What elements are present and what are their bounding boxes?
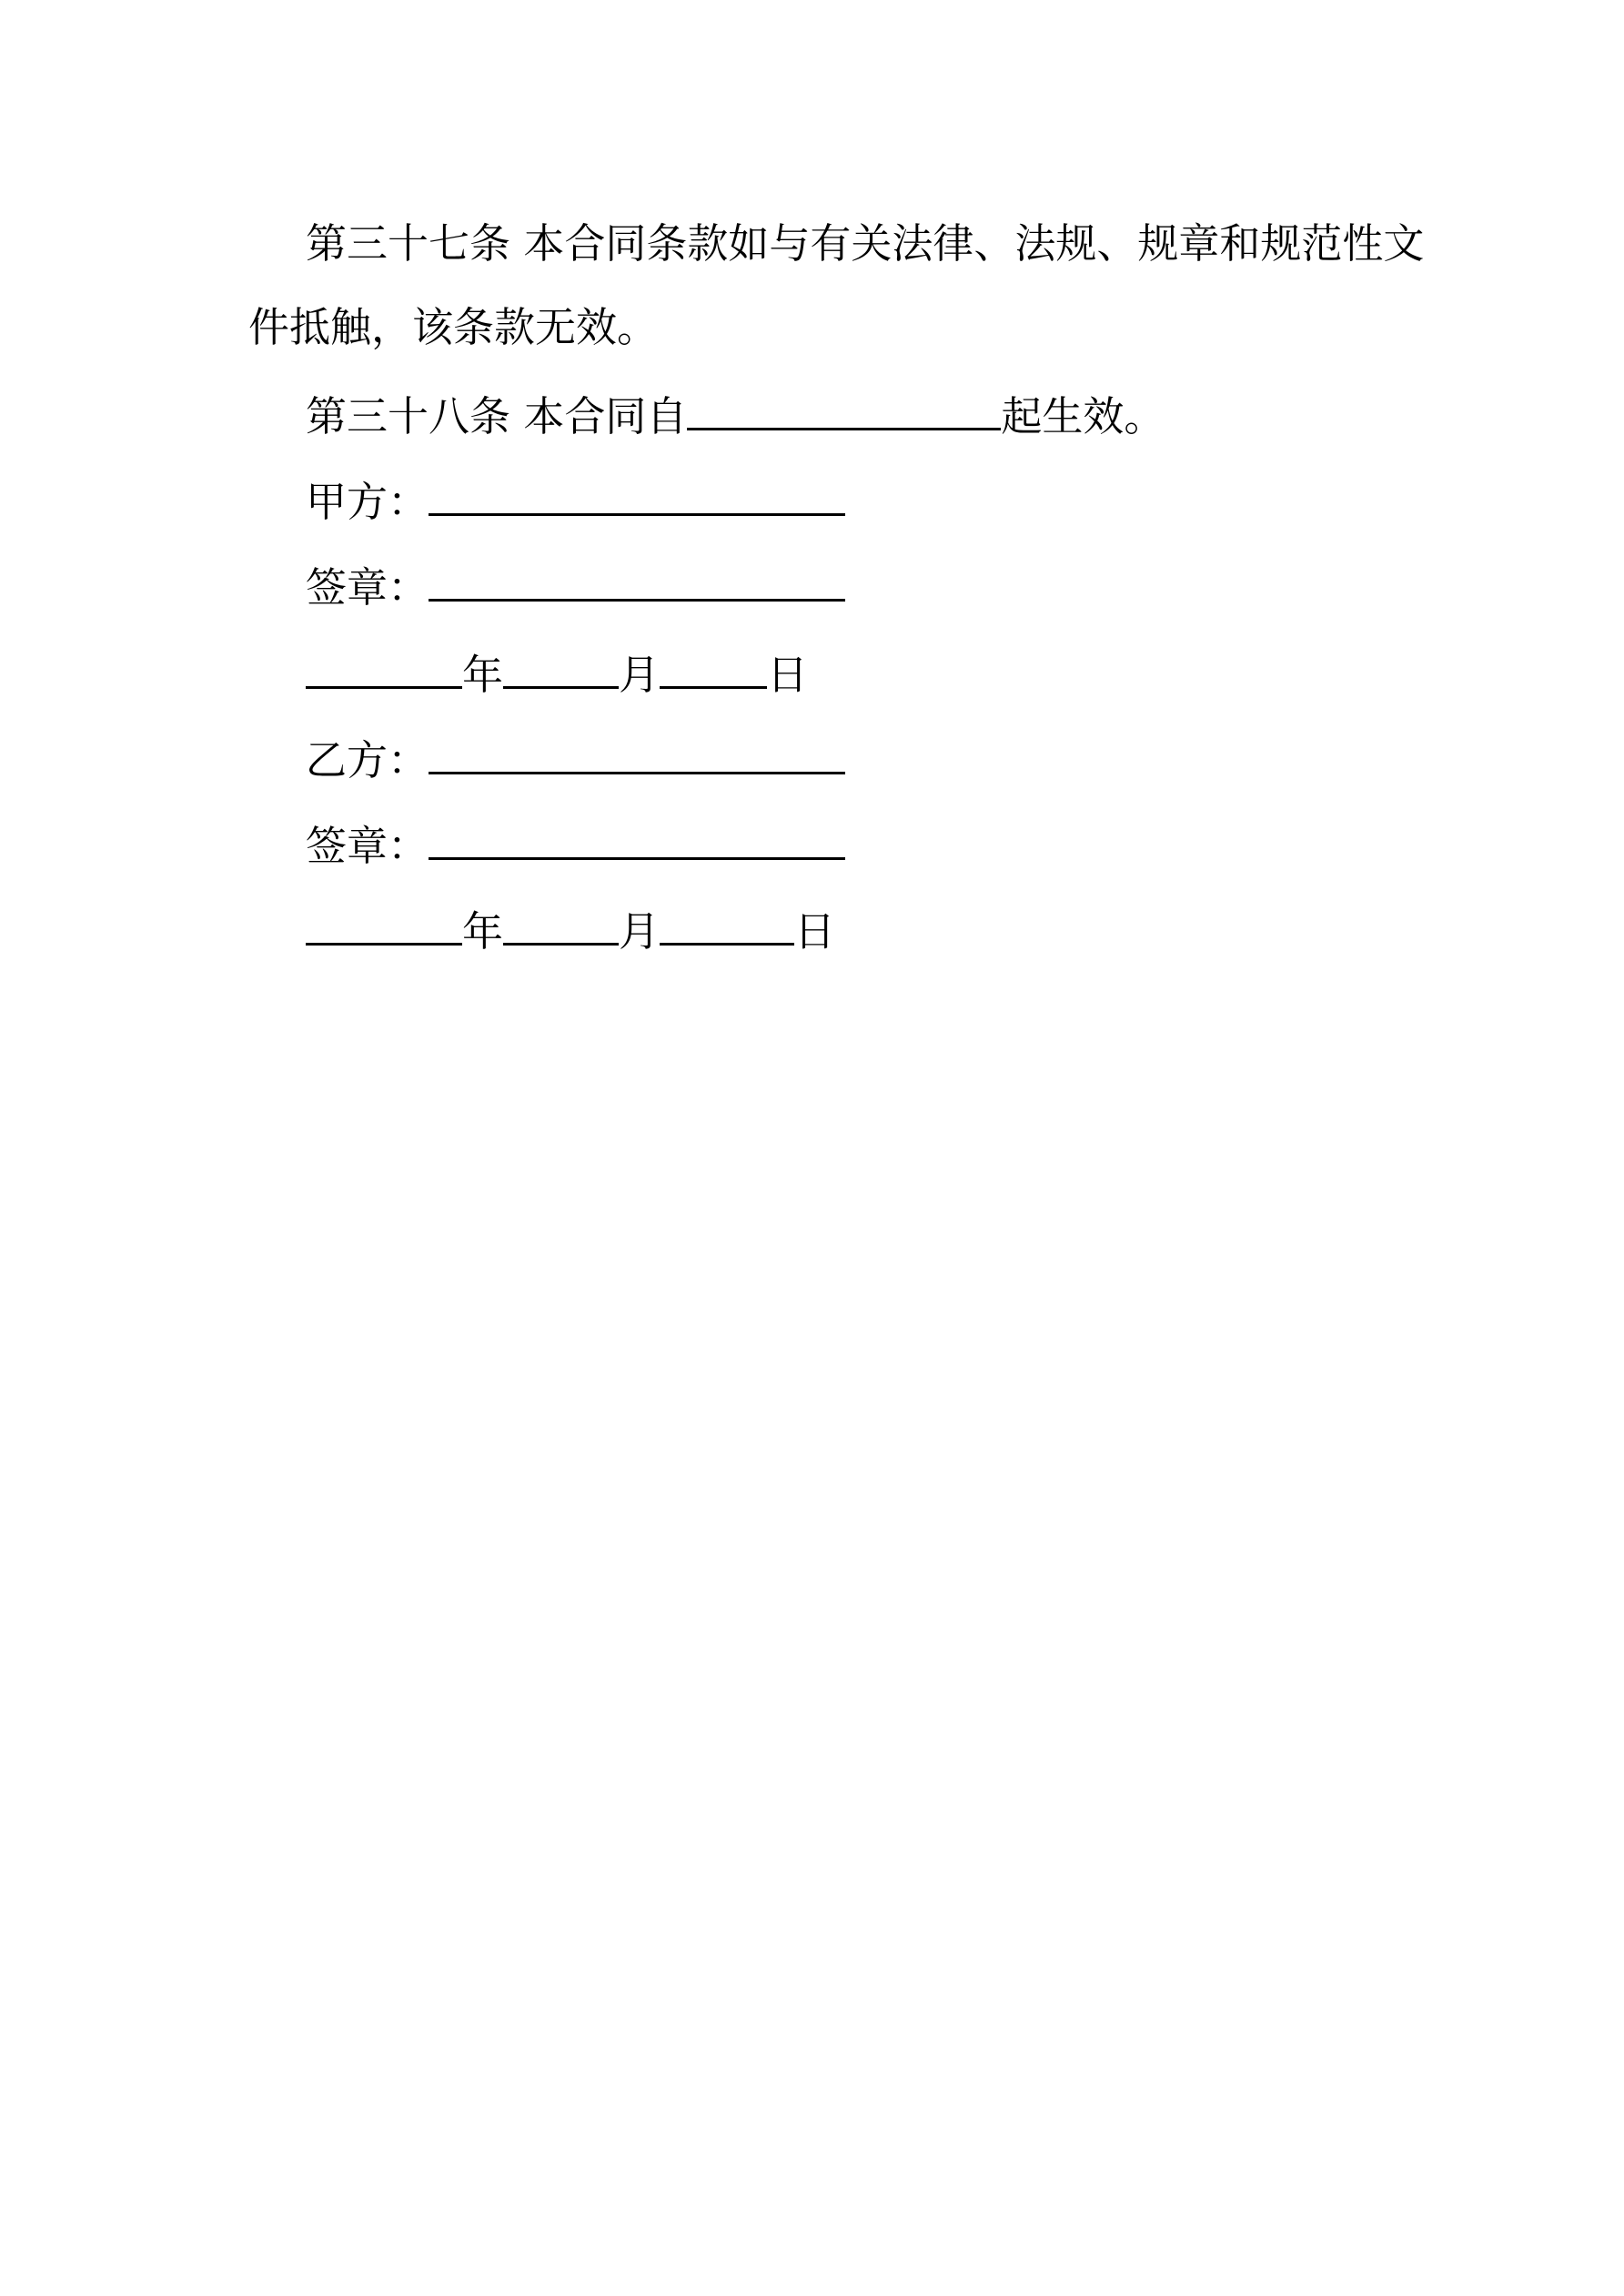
party-b-day-blank[interactable] (660, 901, 794, 946)
year-label: 年 (462, 907, 504, 956)
party-b-seal-blank[interactable] (429, 815, 845, 860)
article-38-text-before: 本合同自 (523, 392, 688, 440)
party-a-seal-blank[interactable] (429, 557, 845, 602)
effective-date-blank[interactable] (687, 386, 1001, 430)
day-label: 日 (767, 651, 809, 699)
year-label: 年 (462, 651, 504, 699)
party-b-month-blank[interactable] (503, 901, 619, 946)
article-37-line-1 (306, 217, 1424, 271)
party-a-seal-line (306, 557, 845, 612)
article-37-line-2 (248, 300, 658, 355)
party-b-date-line (306, 901, 835, 956)
party-a-day-blank[interactable] (660, 644, 767, 689)
party-b-year-blank[interactable] (306, 901, 462, 946)
party-a-label: 甲方： (306, 478, 429, 526)
article-38-text-after: 起生效。 (1001, 392, 1165, 440)
party-a-blank[interactable] (429, 471, 845, 516)
party-b-blank[interactable] (429, 730, 845, 774)
party-b-seal-label: 签章： (306, 822, 429, 870)
article-38 (306, 386, 1165, 440)
month-label: 月 (619, 651, 661, 699)
party-a-date-line (306, 644, 808, 699)
article-38-label: 第三十八条 (306, 392, 511, 440)
party-a-line (306, 471, 845, 526)
party-a-seal-label: 签章： (306, 563, 429, 612)
article-37-label: 第三十七条 (306, 219, 511, 268)
article-37-text: 本合同条款如与有关法律、法规、规章和规范性文 (523, 219, 1425, 268)
party-b-line (306, 730, 845, 784)
party-b-seal-line (306, 815, 845, 870)
party-b-label: 乙方： (306, 736, 429, 784)
month-label: 月 (619, 907, 661, 956)
party-a-month-blank[interactable] (503, 644, 619, 689)
party-a-year-blank[interactable] (306, 644, 462, 689)
day-label: 日 (794, 907, 836, 956)
article-37-text-cont: 件抵触，该条款无效。 (248, 303, 659, 351)
